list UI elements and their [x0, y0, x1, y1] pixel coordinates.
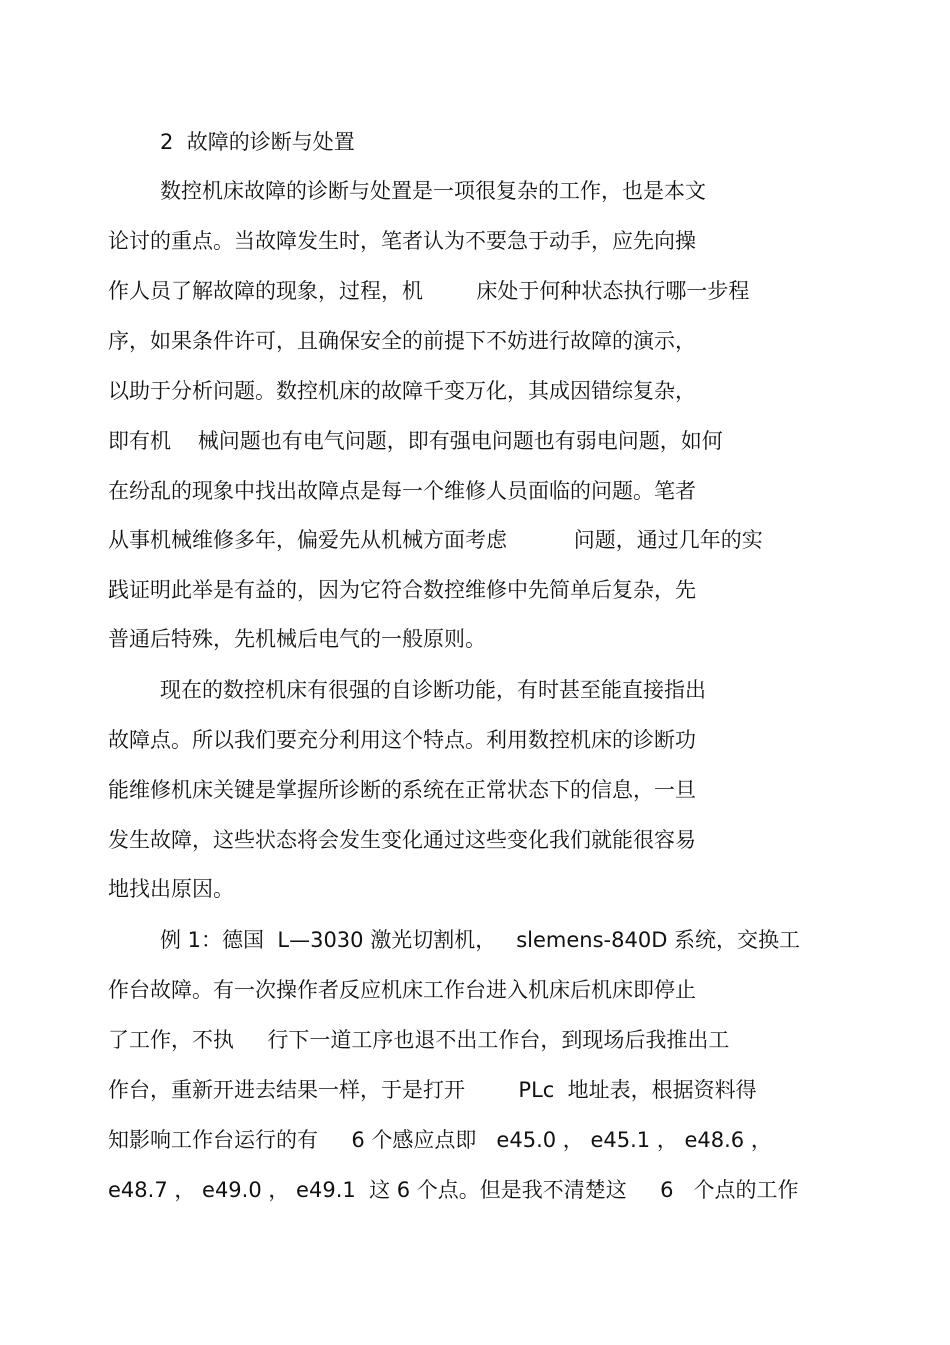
paragraph-line: 数控机床故障的诊断与处置是一项很复杂的工作，也是本文	[160, 179, 706, 203]
paragraph-line: 例 1：德国 L—3030 激光切割机， slemens-840D 系统，交换工	[160, 928, 801, 952]
paragraph-line: 发生故障，这些状态将会发生变化通过这些变化我们就能很容易	[108, 828, 696, 852]
paragraph-line: 作台故障。有一次操作者反应机床工作台进入机床后机床即停止	[108, 978, 696, 1002]
paragraph-line: 能维修机床关键是掌握所诊断的系统在正常状态下的信息，一旦	[108, 778, 696, 802]
paragraph-line: 序，如果条件许可，且确保安全的前提下不妨进行故障的演示，	[108, 329, 696, 353]
paragraph-line: 了工作，不执 行下一道工序也退不出工作台，到现场后我推出工	[108, 1028, 730, 1052]
paragraph-line: 作台，重新开进去结果一样，于是打开 PLc 地址表，根据资料得	[108, 1078, 757, 1102]
paragraph-line: 从事机械维修多年，偏爱先从机械方面考虑 问题，通过几年的实	[108, 528, 763, 552]
paragraph-line: 即有机 械问题也有电气问题，即有强电问题也有弱电问题，如何	[108, 429, 723, 453]
paragraph-line: 作人员了解故障的现象，过程，机 床处于何种状态执行哪一步程	[108, 279, 750, 303]
paragraph-line: 普通后特殊，先机械后电气的一般原则。	[108, 627, 486, 651]
paragraph-line: 故障点。所以我们要充分利用这个特点。利用数控机床的诊断功	[108, 728, 696, 752]
paragraph-line: 现在的数控机床有很强的自诊断功能，有时甚至能直接指出	[160, 678, 706, 702]
paragraph-line: 在纷乱的现象中找出故障点是每一个维修人员面临的问题。笔者	[108, 479, 696, 503]
paragraph-line: 论讨的重点。当故障发生时，笔者认为不要急于动手，应先向操	[108, 229, 696, 253]
paragraph-line: 地找出原因。	[108, 877, 234, 901]
section-heading: 2 故障的诊断与处置	[160, 130, 355, 154]
paragraph-line: 以助于分析问题。数控机床的故障千变万化，其成因错综复杂，	[108, 379, 696, 403]
paragraph-line: e48.7 ， e49.0 ， e49.1 这 6 个点。但是我不清楚这 6 个点的工作	[108, 1178, 799, 1202]
paragraph-line: 践证明此举是有益的，因为它符合数控维修中先简单后复杂，先	[108, 578, 696, 602]
paragraph-line: 知影响工作台运行的有 6 个感应点即 e45.0 ， e45.1 ， e48.6 ，	[108, 1128, 772, 1152]
